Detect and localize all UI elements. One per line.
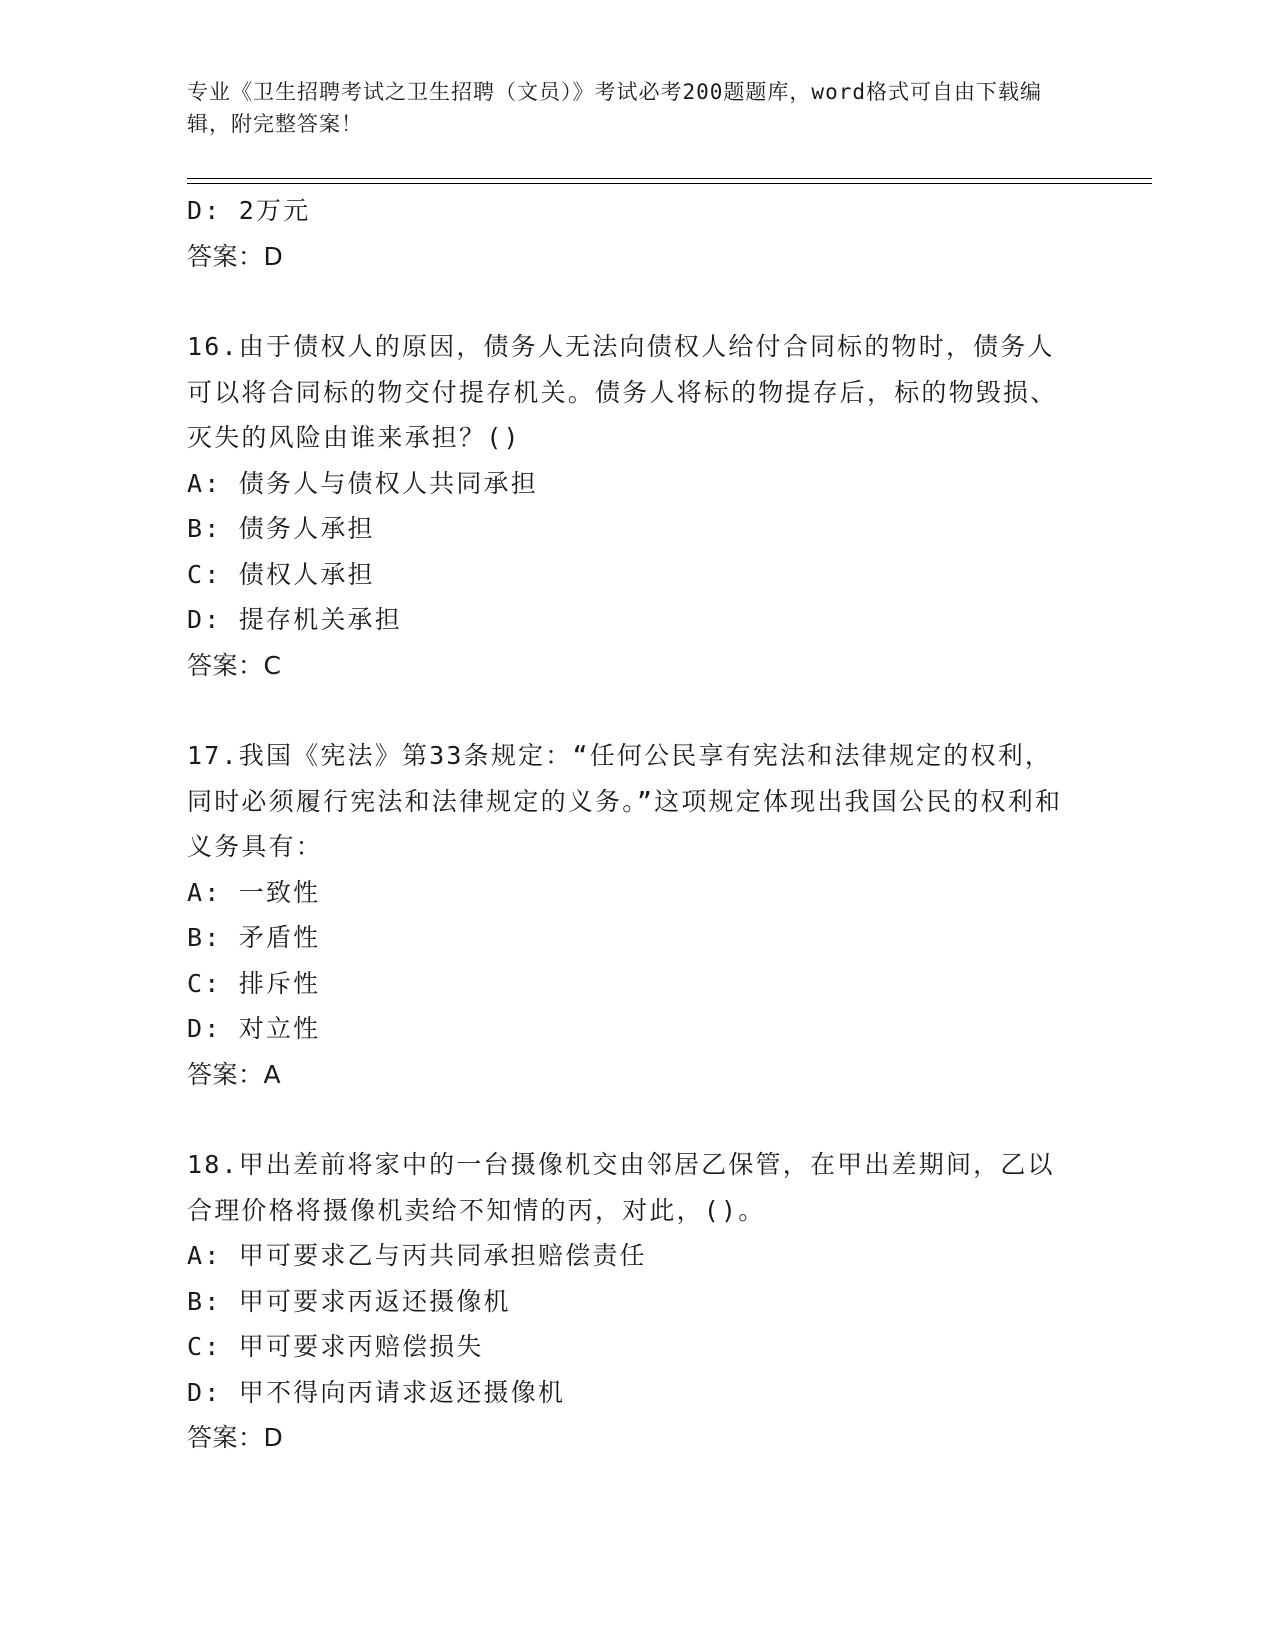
option-d: D: 甲不得向丙请求返还摄像机 xyxy=(187,1377,566,1407)
answer: 答案：A xyxy=(187,1059,282,1089)
question-18 xyxy=(187,1142,1077,1461)
question-17 xyxy=(187,733,1077,1097)
question-stem: 17.我国《宪法》第33条规定：“任何公民享有宪法和法律规定的权利，同时必须履行宪法和法律规定的义务。”这项规定体现出我国公民的权利和义务具有： xyxy=(187,741,1063,861)
option-b: B: 甲可要求丙返还摄像机 xyxy=(187,1286,511,1316)
option-a: A: 一致性 xyxy=(187,877,321,907)
option-b: B: 债务人承担 xyxy=(187,514,375,543)
question-stem: 16.由于债权人的原因，债务人无法向债权人给付合同标的物时，债务人可以将合同标的物交付提存机关。债务人将标的物提存后，标的物毁损、灭失的风险由谁来承担？() xyxy=(187,332,1058,452)
header-rule-top xyxy=(187,178,1152,179)
option-c: C: 排斥性 xyxy=(187,968,321,998)
option-a: A: 甲可要求乙与丙共同承担赔偿责任 xyxy=(187,1241,647,1270)
option-a: A: 债务人与债权人共同承担 xyxy=(187,468,538,498)
option-c: C: 甲可要求丙赔偿损失 xyxy=(187,1332,484,1361)
carryover-option-d: D: 2万元 xyxy=(187,196,311,225)
option-b: B: 矛盾性 xyxy=(187,923,321,952)
spacer xyxy=(187,1097,1077,1142)
option-c: C: 债权人承担 xyxy=(187,559,375,589)
question-content xyxy=(187,188,1077,1461)
question-16 xyxy=(187,324,1077,688)
option-d: D: 提存机关承担 xyxy=(187,605,402,634)
option-d: D: 对立性 xyxy=(187,1014,321,1043)
spacer xyxy=(187,688,1077,733)
spacer xyxy=(187,279,1077,324)
answer: 答案：D xyxy=(187,1423,284,1452)
page-header: 专业《卫生招聘考试之卫生招聘（文员）》考试必考200题题库，word格式可自由下载编辑，附完整答案！ xyxy=(187,80,1042,136)
carryover-answer: 答案：D xyxy=(187,241,284,271)
answer: 答案：C xyxy=(187,650,282,680)
header-rule-bottom xyxy=(187,183,1152,184)
question-stem: 18.甲出差前将家中的一台摄像机交由邻居乙保管，在甲出差期间，乙以合理价格将摄像机卖给不知情的丙，对此，()。 xyxy=(187,1150,1055,1225)
